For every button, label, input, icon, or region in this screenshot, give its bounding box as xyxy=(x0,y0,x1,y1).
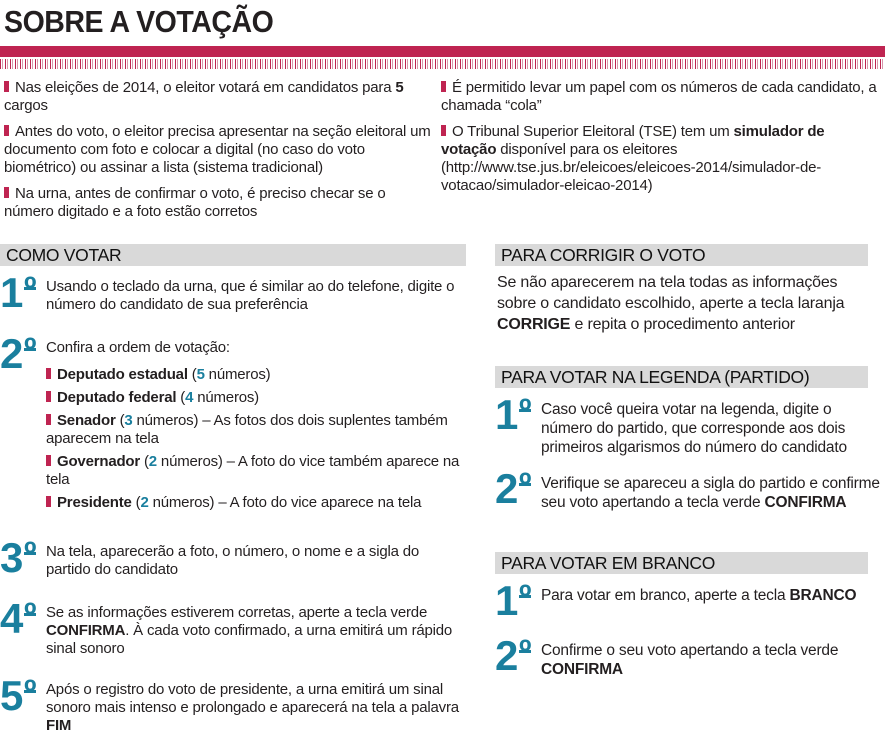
branco-step-2 xyxy=(495,632,885,679)
text-segment: Se não aparecerem na tela todas as informações sobre o candidato escolhido, aperte a tecla laranja xyxy=(497,274,845,312)
digit-count: 4 xyxy=(185,389,194,406)
step-digit: 1 xyxy=(495,391,519,438)
digit-count: 5 xyxy=(196,366,205,383)
bullet-text: O Tribunal Superior Eleitoral (TSE) tem um xyxy=(452,123,734,140)
section-header-branco: PARA VOTAR EM BRANCO xyxy=(495,552,868,574)
step-text-bold: CONFIRMA xyxy=(764,494,847,511)
step-text-segment: Confirme o seu voto apertando a tecla verde xyxy=(541,642,839,659)
right-column xyxy=(495,244,885,735)
step-number xyxy=(495,632,541,679)
step-digit: 2 xyxy=(495,465,519,512)
step-text xyxy=(46,276,466,316)
step-text-segment: Se as informações estiverem corretas, aperte a tecla verde xyxy=(46,604,428,621)
step-text-segment: Na tela, aparecerão a foto, o número, o nome e a sigla do partido do candidato xyxy=(46,543,420,578)
step-3 xyxy=(0,534,466,581)
item-text: ( xyxy=(140,453,149,470)
section-header-legenda: PARA VOTAR NA LEGENDA (PARTIDO) xyxy=(495,366,868,388)
intro-section xyxy=(0,79,885,229)
step-text xyxy=(541,639,885,679)
item-text: ( xyxy=(131,494,141,511)
striped-divider xyxy=(0,59,885,69)
office-label: Deputado federal xyxy=(57,389,177,406)
ballot-order-item xyxy=(46,412,466,448)
bullet-text-bold: 5 xyxy=(395,79,404,96)
digit-count: 2 xyxy=(140,494,149,511)
corrigir-section xyxy=(495,244,885,335)
section-header-como-votar: COMO VOTAR xyxy=(0,244,466,266)
step-number xyxy=(0,595,46,642)
legenda-section xyxy=(495,366,885,512)
step-text xyxy=(541,398,885,457)
step-text-bold: BRANCO xyxy=(789,587,857,604)
ballot-order-item xyxy=(46,389,466,407)
step-text-bold: CONFIRMA xyxy=(541,661,623,678)
branco-step-1 xyxy=(495,577,885,624)
step-number xyxy=(0,534,46,581)
step-text xyxy=(541,584,856,624)
step-text xyxy=(46,541,466,581)
bullet-text: cargos xyxy=(4,97,48,114)
item-text: números) xyxy=(193,389,259,406)
step-digit: 3 xyxy=(0,534,24,581)
step-digit: 5 xyxy=(0,672,24,719)
bullet-text: Nas eleições de 2014, o eleitor votará em candidatos para xyxy=(15,79,396,96)
ballot-order-item xyxy=(46,453,466,489)
step-text-segment: Após o registro do voto de presidente, a urna emitirá um sinal sonoro mais intenso e prolongado e aparecerá na tela a palavra xyxy=(46,681,459,716)
ordinal-indicator: º xyxy=(519,392,532,430)
item-text: números) – A foto do vice também aparece na tela xyxy=(46,453,460,488)
bullet-marker-icon xyxy=(46,455,51,466)
item-text: números) – A foto do vice aparece na tela xyxy=(148,494,422,511)
office-label: Senador xyxy=(57,412,116,429)
step-text xyxy=(541,472,885,512)
step-2 xyxy=(0,330,466,516)
ordinal-indicator: º xyxy=(24,331,37,369)
step-text xyxy=(46,337,466,516)
section-header-corrigir: PARA CORRIGIR O VOTO xyxy=(495,244,868,266)
step-1 xyxy=(0,269,466,316)
step-digit: 4 xyxy=(0,595,24,642)
ordinal-indicator: º xyxy=(24,535,37,573)
intro-left-column xyxy=(0,79,441,229)
ordinal-indicator: º xyxy=(24,673,37,711)
ordinal-indicator: º xyxy=(24,596,37,634)
legenda-step-1 xyxy=(495,391,885,457)
bullet-text: disponível para os eleitores (http://www.tse.jus.br/eleicoes/eleicoes-2014/simulador-de-votacao/simulador-eleicao-2014) xyxy=(441,141,822,194)
bullet-marker-icon xyxy=(46,414,51,425)
bullet-marker-icon xyxy=(46,391,51,402)
step-text-segment: Confira a ordem de votação: xyxy=(46,339,230,356)
branco-steps xyxy=(495,574,885,679)
page-header xyxy=(0,6,885,69)
bullet-text: É permitido levar um papel com os números de cada candidato, a chamada “cola” xyxy=(441,79,877,114)
corrigir-text xyxy=(497,272,868,335)
step-text-segment: . À cada voto confirmado, a urna emitirá um rápido sinal sonoro xyxy=(46,622,453,657)
bullet-marker-icon xyxy=(4,125,9,136)
ballot-order-item xyxy=(46,366,466,384)
step-number xyxy=(0,672,46,719)
legenda-step-2 xyxy=(495,465,885,512)
step-text xyxy=(46,679,466,735)
step-text xyxy=(46,602,466,658)
step-number xyxy=(495,391,541,438)
intro-bullet xyxy=(441,123,881,195)
item-text: números) – As fotos dos dois suplentes também aparecem na tela xyxy=(46,412,448,447)
ordinal-indicator: º xyxy=(519,633,532,671)
step-text-bold: FIM xyxy=(46,717,72,734)
item-text: ( xyxy=(115,412,125,429)
step-text-bold: CONFIRMA xyxy=(46,622,126,639)
ballot-order-item xyxy=(46,494,466,512)
digit-count: 2 xyxy=(148,453,157,470)
main-content xyxy=(0,244,885,735)
key-name-bold: CORRIGE xyxy=(497,316,571,333)
ordinal-indicator: º xyxy=(519,466,532,504)
item-text: números) xyxy=(204,366,271,383)
step-number xyxy=(495,465,541,512)
step-text-segment: Para votar em branco, aperte a tecla xyxy=(541,587,790,604)
ordinal-indicator: º xyxy=(24,270,37,308)
legenda-steps xyxy=(495,388,885,512)
office-label: Deputado estadual xyxy=(57,366,188,383)
bullet-marker-icon xyxy=(441,81,446,92)
infographic-page xyxy=(0,6,885,735)
bullet-marker-icon xyxy=(4,187,9,198)
intro-bullet xyxy=(441,79,881,115)
como-votar-steps xyxy=(0,266,466,735)
office-label: Governador xyxy=(57,453,141,470)
step-digit: 2 xyxy=(0,330,24,377)
red-divider-bar xyxy=(0,46,885,57)
branco-section xyxy=(495,552,885,679)
item-text: ( xyxy=(176,389,186,406)
digit-count: 3 xyxy=(124,412,133,429)
intro-bullet xyxy=(4,79,435,115)
step-number xyxy=(495,577,541,624)
intro-right-column xyxy=(441,79,885,229)
bullet-marker-icon xyxy=(4,81,9,92)
intro-bullet xyxy=(4,185,435,221)
ordinal-indicator: º xyxy=(519,578,532,616)
step-text-segment: Usando o teclado da urna, que é similar ao do telefone, digite o número do candidato de sua preferência xyxy=(46,278,455,313)
bullet-marker-icon xyxy=(46,368,51,379)
bullet-text-bold: simulador de votação xyxy=(441,123,825,158)
step-digit: 1 xyxy=(0,269,24,316)
como-votar-section xyxy=(0,244,466,735)
text-segment: e repita o procedimento anterior xyxy=(570,316,795,333)
page-title: SOBRE A VOTAÇÃO xyxy=(4,4,274,39)
bullet-marker-icon xyxy=(46,496,51,507)
step-number xyxy=(0,330,46,377)
bullet-marker-icon xyxy=(441,125,446,136)
office-label: Presidente xyxy=(57,494,132,511)
step-digit: 1 xyxy=(495,577,519,624)
item-text: ( xyxy=(187,366,197,383)
step-number xyxy=(0,269,46,316)
step-text-segment: Caso você queira votar na legenda, digite o número do partido, que corresponde aos dois primeiros algarismos do número do candidato xyxy=(541,401,847,456)
bullet-text: Antes do voto, o eleitor precisa apresentar na seção eleitoral um documento com foto e colocar a digital (no caso do voto biométrico) ou assinar a lista (sistema tradicional) xyxy=(4,123,431,176)
step-text-segment: Verifique se apareceu a sigla do partido e confirme seu voto apertando a tecla verde xyxy=(541,475,880,511)
step-5 xyxy=(0,672,466,735)
step-digit: 2 xyxy=(495,632,519,679)
step-4 xyxy=(0,595,466,658)
intro-bullet xyxy=(4,123,435,177)
bullet-text: Na urna, antes de confirmar o voto, é preciso checar se o número digitado e a foto estão corretos xyxy=(4,185,386,220)
